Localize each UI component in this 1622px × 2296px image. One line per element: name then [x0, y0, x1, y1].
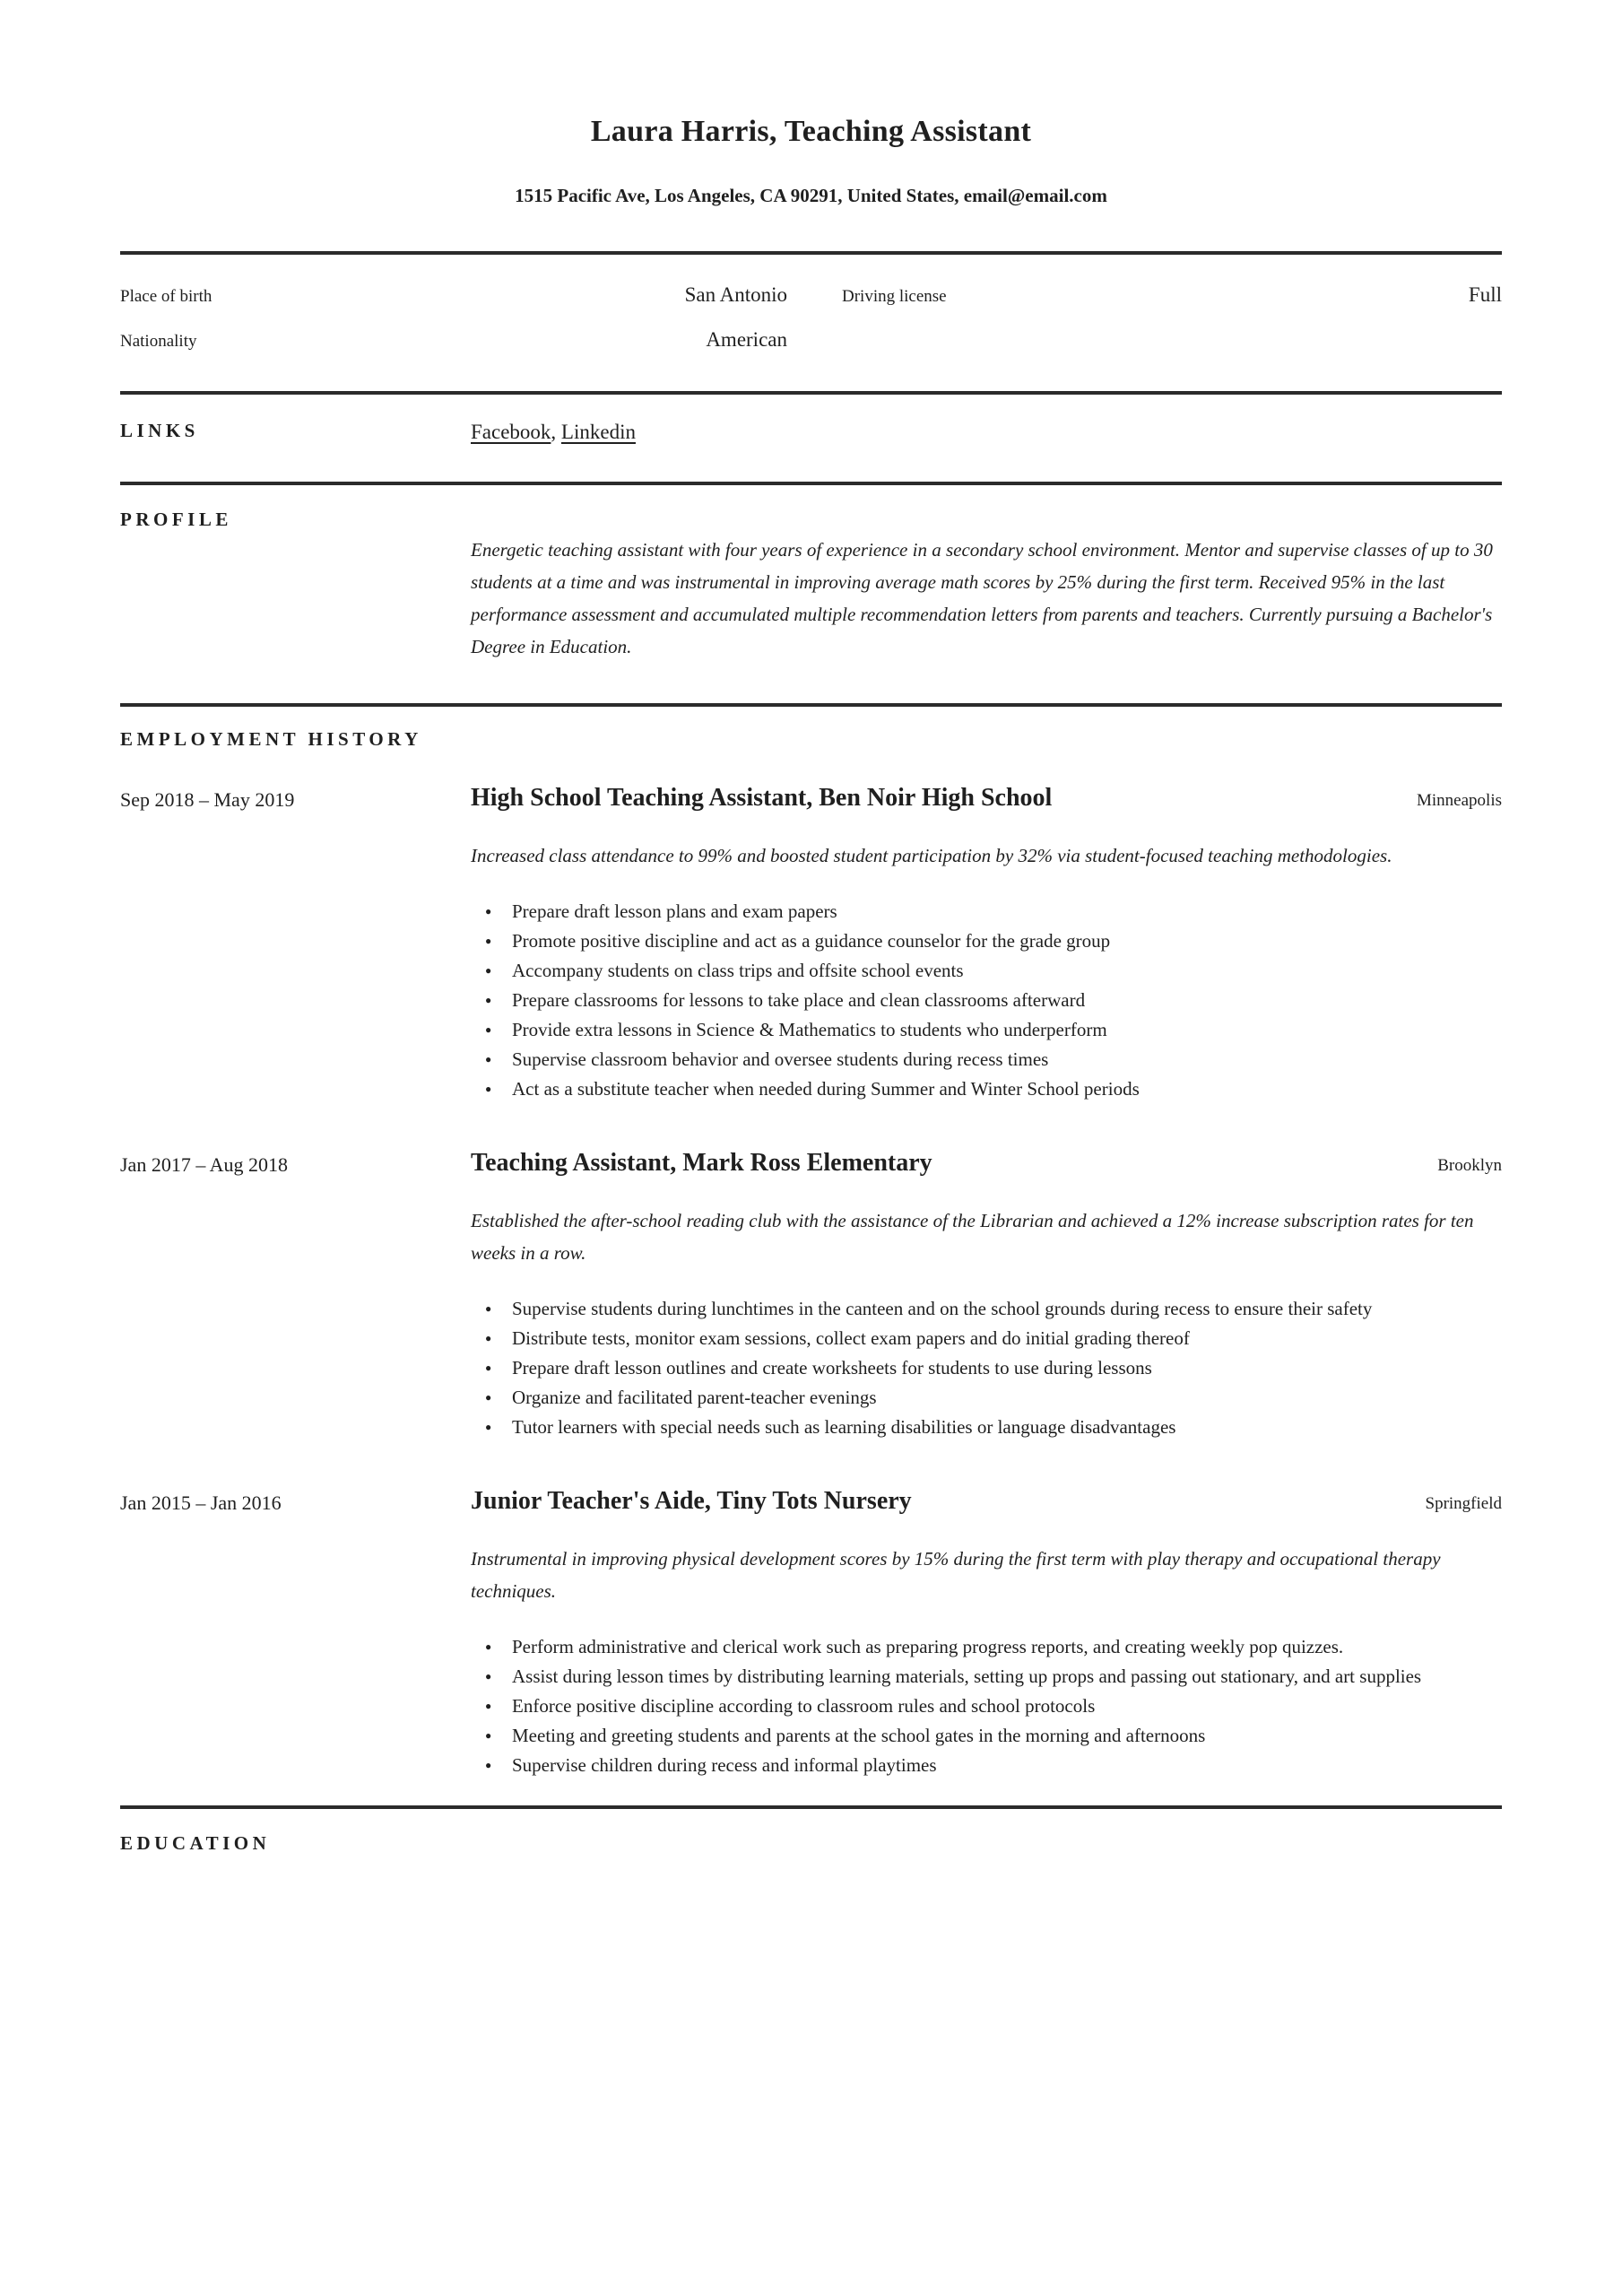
place-of-birth-label: Place of birth [120, 287, 213, 306]
job-title: Teaching Assistant, Mark Ross Elementary [471, 1149, 932, 1177]
bullet-item: ● Act as a substitute teacher when needed during Summer and Winter School periods [512, 1074, 1477, 1104]
education-section [120, 1805, 1502, 1883]
job-entry [120, 1485, 1502, 1780]
job-dates: Jan 2017 – Aug 2018 [120, 1153, 288, 1176]
profile-section [120, 482, 1502, 703]
job-summary: Established the after-school reading club with the assistance of the Librarian and achieved a 12% increase subscription rates for ten weeks in a row. [471, 1210, 1474, 1264]
bullet-item: ● Meeting and greeting students and parents at the school gates in the morning and afternoons [512, 1721, 1477, 1751]
bullet-item: ● Provide extra lessons in Science & Mathematics to students who underperform [512, 1015, 1477, 1045]
job-title: Junior Teacher's Aide, Tiny Tots Nursery [471, 1487, 912, 1515]
job-location: Brooklyn [1437, 1156, 1502, 1175]
bullet-item: ● Prepare draft lesson outlines and create worksheets for students to use during lessons [512, 1353, 1477, 1383]
facebook-link[interactable]: Facebook [471, 421, 551, 443]
job-entry [120, 782, 1502, 1104]
job-dates: Sep 2018 – May 2019 [120, 788, 295, 811]
links-heading: LINKS [120, 420, 199, 441]
profile-text: Energetic teaching assistant with four years of experience in a secondary school environment. Mentor and supervise classes of up to 30 students at a time and was instrumental in improving average math scores by 25% during the first term. Received 95% in the last performance assessment and accumulated multiple recommendation letters from parents and teachers. Currently pursuing a Bachelor's Degree in Education. [471, 539, 1493, 657]
nationality-value: American [706, 328, 787, 351]
job-dates: Jan 2015 – Jan 2016 [120, 1492, 282, 1514]
job-main [471, 782, 1502, 1104]
linkedin-link[interactable]: Linkedin [560, 421, 636, 443]
bullet-item: ● Organize and facilitated parent-teacher evenings [512, 1383, 1477, 1413]
job-header [471, 1485, 1502, 1518]
links-section [120, 391, 1502, 482]
contact-line: 1515 Pacific Ave, Los Angeles, CA 90291, United States, email@email.com [515, 185, 1107, 206]
job-bullets [471, 1294, 1502, 1442]
bullet-item: ● Supervise classroom behavior and oversee students during recess times [512, 1045, 1477, 1074]
job-bullets [471, 897, 1502, 1104]
bullet-item: ● Supervise children during recess and informal playtimes [512, 1751, 1477, 1780]
personal-details-section [120, 251, 1502, 391]
job-title: High School Teaching Assistant, Ben Noir High School [471, 784, 1053, 812]
driving-license-label: Driving license [842, 287, 947, 306]
job-summary: Increased class attendance to 99% and boosted student participation by 32% via student-focused teaching methodologies. [471, 845, 1392, 866]
bullet-item: ● Accompany students on class trips and offsite school events [512, 956, 1477, 986]
job-location: Minneapolis [1417, 791, 1502, 810]
links-value [471, 418, 1502, 447]
bullet-item: ● Supervise students during lunchtimes in the canteen and on the school grounds during recess to ensure their safety [512, 1294, 1477, 1324]
employment-heading: EMPLOYMENT HISTORY [120, 728, 422, 750]
resume-header [120, 0, 1502, 207]
employment-section [120, 703, 1502, 1805]
bullet-item: ● Assist during lesson times by distributing learning materials, setting up props and passing out stationary, and art supplies [512, 1662, 1477, 1692]
bullet-item: ● Perform administrative and clerical work such as preparing progress reports, and creating weekly pop quizzes. [512, 1632, 1477, 1662]
job-main [471, 1485, 1502, 1780]
bullet-item: ● Prepare draft lesson plans and exam papers [512, 897, 1477, 926]
place-of-birth-value: San Antonio [684, 283, 787, 306]
bullet-item: ● Promote positive discipline and act as a guidance counselor for the grade group [512, 926, 1477, 956]
profile-heading: PROFILE [120, 509, 232, 530]
bullet-item: ● Distribute tests, monitor exam sessions, collect exam papers and do initial grading thereof [512, 1324, 1477, 1353]
bullet-item: ● Tutor learners with special needs such as learning disabilities or language disadvantages [512, 1413, 1477, 1442]
job-summary: Instrumental in improving physical development scores by 15% during the first term with play therapy and occupational therapy techniques. [471, 1548, 1441, 1602]
nationality-label: Nationality [120, 332, 197, 351]
job-header [471, 1147, 1502, 1179]
name-title: Laura Harris, Teaching Assistant [590, 115, 1032, 148]
bullet-item: ● Enforce positive discipline according to classroom rules and school protocols [512, 1692, 1477, 1721]
job-main [471, 1147, 1502, 1442]
link-separator: , [551, 421, 561, 443]
job-header [471, 782, 1502, 814]
job-bullets [471, 1632, 1502, 1780]
education-heading: EDUCATION [120, 1832, 271, 1854]
job-location: Springfield [1425, 1494, 1502, 1513]
driving-license-value: Full [1468, 283, 1502, 306]
bullet-item: ● Prepare classrooms for lessons to take place and clean classrooms afterward [512, 986, 1477, 1015]
job-entry [120, 1147, 1502, 1442]
